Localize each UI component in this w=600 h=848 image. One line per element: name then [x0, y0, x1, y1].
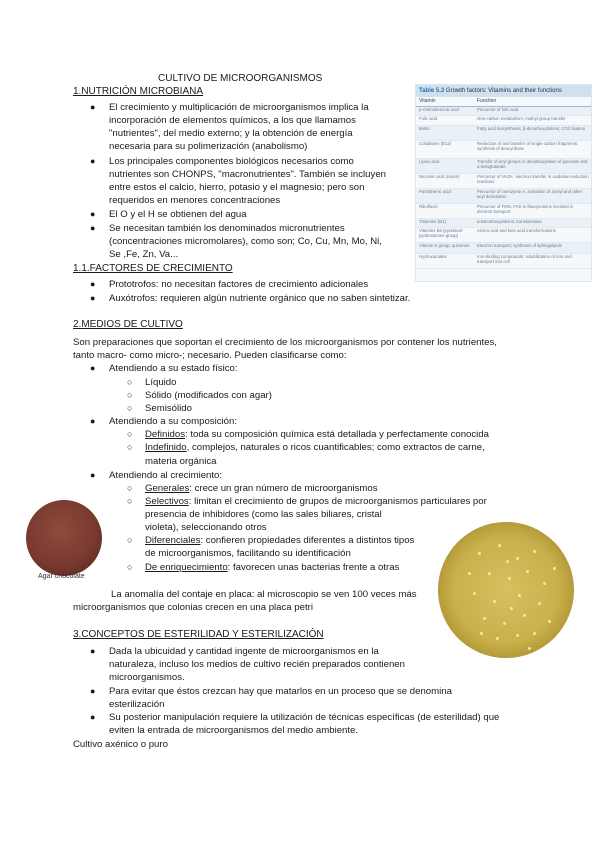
bullet-icon: ●	[90, 102, 96, 112]
bullet-icon: ●	[90, 293, 96, 303]
table-cell: One-carbon metabolism; methyl group transfer	[477, 116, 566, 121]
colony-dot	[493, 600, 496, 603]
page-title: CULTIVO DE MICROORGANISMOS	[158, 73, 323, 84]
colony-dot	[528, 647, 531, 650]
table-row	[416, 228, 591, 243]
colony-dot	[533, 632, 536, 635]
circle-bullet-icon: ○	[127, 390, 133, 400]
table-cell: Vitamins B6 (pyridoxal-pyridoxamine group)	[419, 228, 464, 238]
table-cell: Precursor of coenzyme A; activation of acetyl and other acyl derivatives	[477, 189, 583, 199]
colony-dot	[516, 557, 519, 560]
bullet-icon: ●	[90, 686, 96, 696]
colony-dot	[516, 634, 519, 637]
colony-dot	[548, 620, 551, 623]
list-item: Líquido	[145, 377, 177, 388]
list-item: Sólido (modificados con agar)	[145, 390, 272, 401]
colony-dot	[498, 544, 501, 547]
table-row	[416, 141, 591, 159]
table-cell: Hydroxamates	[419, 254, 447, 259]
group-label: Atendiendo a su composición:	[109, 416, 237, 427]
circle-bullet-icon: ○	[127, 562, 133, 572]
table-row	[416, 174, 591, 189]
table-cell: α-Decarboxylations; transketolase	[477, 219, 542, 224]
colony-dot	[480, 632, 483, 635]
vitamin-table-figure	[415, 84, 592, 282]
petri-dish-label: Agar chocolate	[38, 573, 85, 580]
table-cell: Nicotinic acid (niacin)	[419, 174, 460, 179]
group-label: Atendiendo a su estado físico:	[109, 363, 238, 374]
colony-dot	[488, 572, 491, 575]
circle-bullet-icon: ○	[127, 377, 133, 387]
table-cell: Folic acid	[419, 116, 438, 121]
table-row	[416, 189, 591, 204]
list-item: Definidos: toda su composición química está detallada y perfectamente conocida	[145, 429, 489, 440]
table-cell: Electron transport; synthesis of sphingolipids	[477, 243, 563, 248]
colony-dot	[473, 592, 476, 595]
heading-esterilidad: 3.CONCEPTOS DE ESTERILIDAD Y ESTERILIZACIÓN	[73, 629, 324, 640]
anomaly-text: La anomalía del contaje en placa: al microscopio se ven 100 veces más	[111, 589, 417, 600]
circle-bullet-icon: ○	[127, 403, 133, 413]
table-cell: Cobalamin (B12)	[419, 141, 452, 146]
table-row	[416, 219, 591, 228]
colony-dot	[483, 617, 486, 620]
group-label: Atendiendo al crecimiento:	[109, 470, 223, 481]
table-row	[416, 116, 591, 126]
colony-dot	[506, 560, 509, 563]
table-caption: Table 5.3 Growth factors: Vitamins and their functions	[416, 85, 591, 97]
table-row	[416, 107, 591, 116]
petri-dish-colonies-image	[438, 522, 574, 658]
colony-dot	[526, 570, 529, 573]
bullet-icon: ●	[90, 646, 96, 656]
intro-text: tanto macro- como micro-; necesario. Pueden clasificarse como:	[73, 350, 347, 361]
table-row	[416, 126, 591, 141]
colony-dot	[478, 552, 481, 555]
table-body	[416, 107, 591, 269]
bullet-icon: ●	[90, 363, 96, 373]
colony-dot	[508, 577, 511, 580]
table-cell: Vitamin K group; quinones	[419, 243, 470, 248]
heading-factores: 1.1.FACTORES DE CRECIMIENTO	[73, 263, 233, 274]
table-row	[416, 159, 591, 174]
table-cell: Precursor of FMN, FAD in flavoproteins involved in electron transport	[477, 204, 574, 214]
colony-dot	[468, 572, 471, 575]
list-item: Selectivos: limitan el crecimiento de grupos de microorganismos particulares por	[145, 496, 487, 507]
list-item: Semisólido	[145, 403, 192, 414]
table-cell: Thiamine (B1)	[419, 219, 446, 224]
colony-dot	[523, 614, 526, 617]
bullet-icon: ●	[90, 223, 96, 233]
table-row	[416, 254, 591, 269]
table-row	[416, 243, 591, 254]
colony-dot	[496, 637, 499, 640]
table-cell: Fatty acid biosynthesis; β-decarboxylations; CO2 fixation	[477, 126, 586, 131]
petri-dish-chocolate-image	[26, 500, 102, 576]
colony-dot	[503, 622, 506, 625]
circle-bullet-icon: ○	[127, 442, 133, 452]
colony-dot	[538, 602, 541, 605]
table-cell: Pantothenic acid	[419, 189, 451, 194]
bullet-icon: ●	[90, 470, 96, 480]
table-row	[416, 204, 591, 219]
circle-bullet-icon: ○	[127, 483, 133, 493]
table-cell: Amino acid and keto acid transformations	[477, 228, 556, 233]
colony-dot	[553, 567, 556, 570]
heading-medios: 2.MEDIOS DE CULTIVO	[73, 319, 183, 330]
table-cell: Biotin	[419, 126, 430, 131]
table-cell: Reduction of and transfer of single carbon fragments; synthesis of deoxyribose	[477, 141, 579, 151]
bullet-icon: ●	[90, 712, 96, 722]
table-cell: p-Aminobenzoic acid	[419, 107, 459, 112]
table-cell: Lipoic acid	[419, 159, 440, 164]
intro-text: Son preparaciones que soportan el crecimiento de los microorganismos por contener los nutrientes,	[73, 337, 497, 348]
bullet-icon: ●	[90, 279, 96, 289]
circle-bullet-icon: ○	[127, 429, 133, 439]
colony-dot	[533, 550, 536, 553]
bullet-icon: ●	[90, 156, 96, 166]
circle-bullet-icon: ○	[127, 496, 133, 506]
table-cell: Riboflavin	[419, 204, 438, 209]
heading-nutricion: 1.NUTRICIÓN MICROBIANA	[73, 86, 204, 97]
colony-dot	[510, 607, 513, 610]
bullet-icon: ●	[90, 416, 96, 426]
circle-bullet-icon: ○	[127, 535, 133, 545]
table-cell: Iron-binding compounds; solubilization of iron and transport into cell	[477, 254, 572, 264]
footer-text: Cultivo axénico o puro	[73, 739, 168, 750]
table-cell: Precursor of NAD+; electron transfer in oxidation-reduction reactions	[477, 174, 589, 184]
list-item: De enriquecimiento: favorecen unas bacterias frente a otras	[145, 562, 400, 573]
list-item: Diferenciales: confieren propiedades diferentes a distintos tipos	[145, 535, 415, 546]
bullet-icon: ●	[90, 209, 96, 219]
list-item: Indefinido, complejos, naturales o ricos cuantificables; como extractos de carne,	[145, 442, 485, 453]
table-cell: Precursor of folic acid	[477, 107, 519, 112]
colony-dot	[543, 582, 546, 585]
list-item: Generales: crece un gran número de microorganismos	[145, 483, 378, 494]
table-header: Vitamin Function	[416, 97, 591, 107]
anomaly-text: microorganismos que colonias crecen en una placa petri	[73, 602, 313, 613]
table-cell: Transfer of acyl groups in decarboxylation of pyruvate and α-ketoglutarate	[477, 159, 588, 169]
colony-dot	[518, 594, 521, 597]
